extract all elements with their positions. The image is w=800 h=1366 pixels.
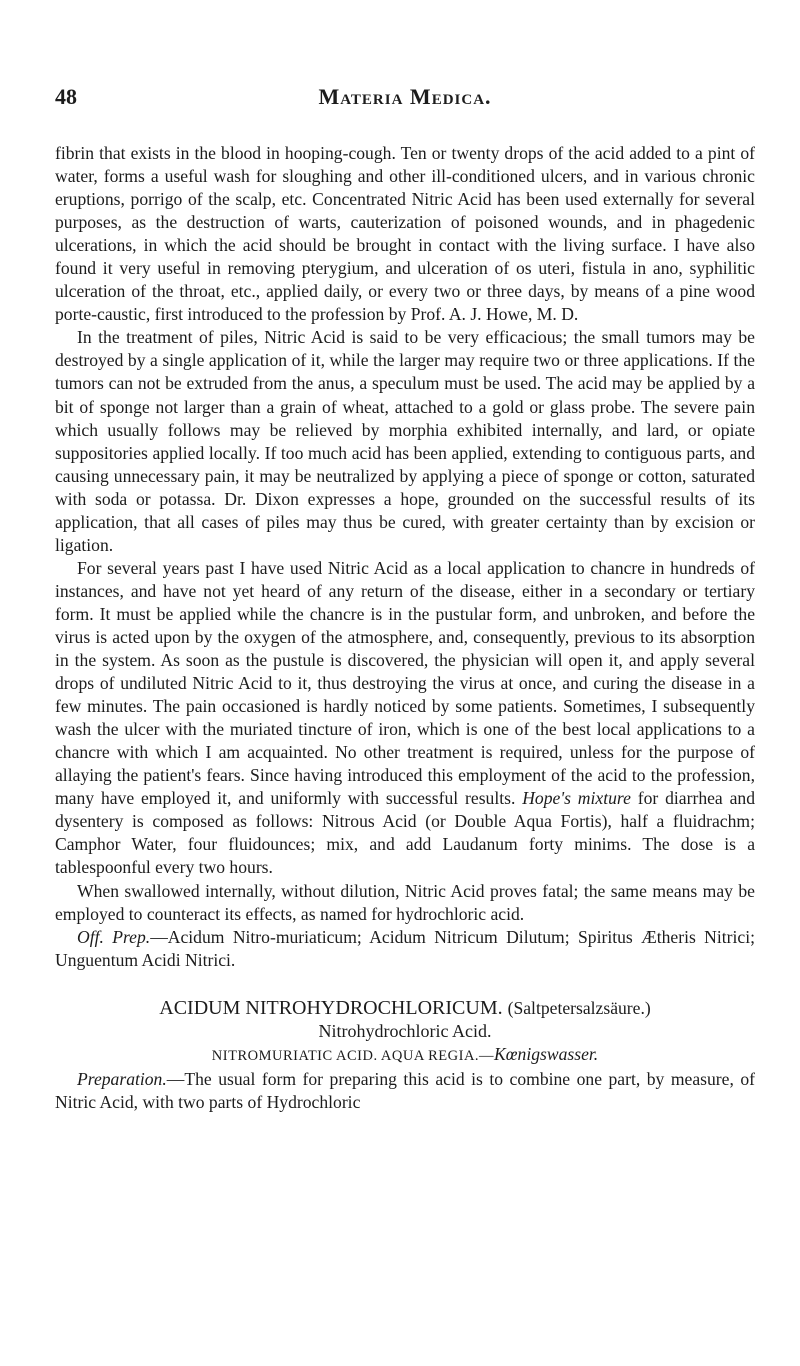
synonym-german: Kœnigswasser. bbox=[494, 1043, 599, 1064]
section-heading bbox=[55, 996, 755, 1020]
off-prep-label: Off. Prep. bbox=[77, 926, 151, 947]
synonyms: NITROMURIATIC ACID. AQUA REGIA.— bbox=[211, 1047, 495, 1064]
paragraph: In the treatment of piles, Nitric Acid is said to be very efficacious; the small tumors may be destroyed by a single application of it, while the larger may require two or three applications. If the tumors can not be extruded from the anus, a speculum must be used. The acid may be applied by a bit of sponge not larger than a grain of wheat, attached to a gold or glass probe. The severe pain which usually follows may be relieved by morphia exhibited internally, and lard, or opiate suppositories applied locally. If too much acid has been applied, extending to contiguous parts, and causing unnecessary pain, it may be neutralized by applying a piece of sponge or cotton, saturated with soda or potassa. Dr. Dixon expresses a hope, grounded on the successful results of its application, that all cases of piles may thus be cured, with greater certainty than by excision or ligation. bbox=[55, 327, 755, 555]
hope-mixture-term: Hope's mixture bbox=[522, 788, 631, 809]
paragraph bbox=[55, 1068, 755, 1114]
section-title-note: (Saltpetersalzsäure.) bbox=[507, 997, 651, 1018]
paragraph-text: for diarrhea and dysentery is composed as follows: Nitrous Acid (or Double Aqua Fortis), half a fluidrachm; Camphor Water, four fluidounces; mix, and add Laudanum forty minims. The dose is a tablespoonful every two hours. bbox=[55, 788, 755, 878]
section-title: ACIDUM NITROHYDROCHLORICUM. bbox=[159, 996, 503, 1019]
body-text bbox=[55, 142, 755, 1114]
synonyms-line bbox=[55, 1043, 755, 1068]
running-head: Materia Medica. bbox=[318, 84, 492, 109]
section-subtitle: Nitrohydrochloric Acid. bbox=[318, 1020, 492, 1041]
paragraph bbox=[55, 557, 755, 880]
paragraph-text: —Acidum Nitro-muriaticum; Acidum Nitricum Dilutum; Spiritus Ætheris Nitrici; Unguentum Acidi Nitrici. bbox=[55, 926, 755, 970]
page-number: 48 bbox=[55, 84, 77, 109]
page-header bbox=[55, 84, 755, 114]
paragraph: When swallowed internally, without dilution, Nitric Acid proves fatal; the same means may be employed to counteract its effects, as named for hydrochloric acid. bbox=[55, 880, 755, 924]
paragraph-text: For several years past I have used Nitric Acid as a local application to chancre in hundreds of instances, and have not yet heard of any return of the disease, either in a secondary or tertiary form. It must be applied while the chancre is in the pustular form, and unbroken, and before the virus is acted upon by the oxygen of the atmosphere, and, consequently, previous to its absorption in the system. As soon as the pustule is discovered, the physician will open it, and apply several drops of undiluted Nitric Acid to it, thus destroying the virus at once, and curing the disease in a few minutes. The pain occasioned is hardly noticed by some patients. Sometimes, I subsequently wash the ulcer with the muriated tincture of iron, which is one of the best local applications to a chancre with which I am acquainted. No other treatment is required, unless for the purpose of allaying the patient's fears. Since having introduced this employment of the acid to the profession, many have employed it, and uniformly with successful results. bbox=[55, 557, 755, 809]
preparation-label: Preparation. bbox=[77, 1068, 167, 1089]
paragraph-text: —The usual form for preparing this acid is to combine one part, by measure, of Nitric Acid, with two parts of Hydrochloric bbox=[55, 1068, 755, 1112]
paragraph bbox=[55, 926, 755, 972]
paragraph: fibrin that exists in the blood in hooping-cough. Ten or twenty drops of the acid added to a pint of water, forms a useful wash for sloughing and other ill-conditioned ulcers, and in various chronic eruptions, porrigo of the scalp, etc. Concentrated Nitric Acid has been used externally for several purposes, as the destruction of warts, cauterization of poisoned wounds, and in phagedenic ulcerations, in which the acid should be brought in contact with the living surface. I have also found it very useful in removing pterygium, and ulceration of os uteri, fistula in ano, syphilitic ulceration of the throat, etc., applied daily, or every two or three days, by means of a pine wood porte-caustic, first introduced to the profession by Prof. A. J. Howe, M. D. bbox=[55, 143, 755, 325]
